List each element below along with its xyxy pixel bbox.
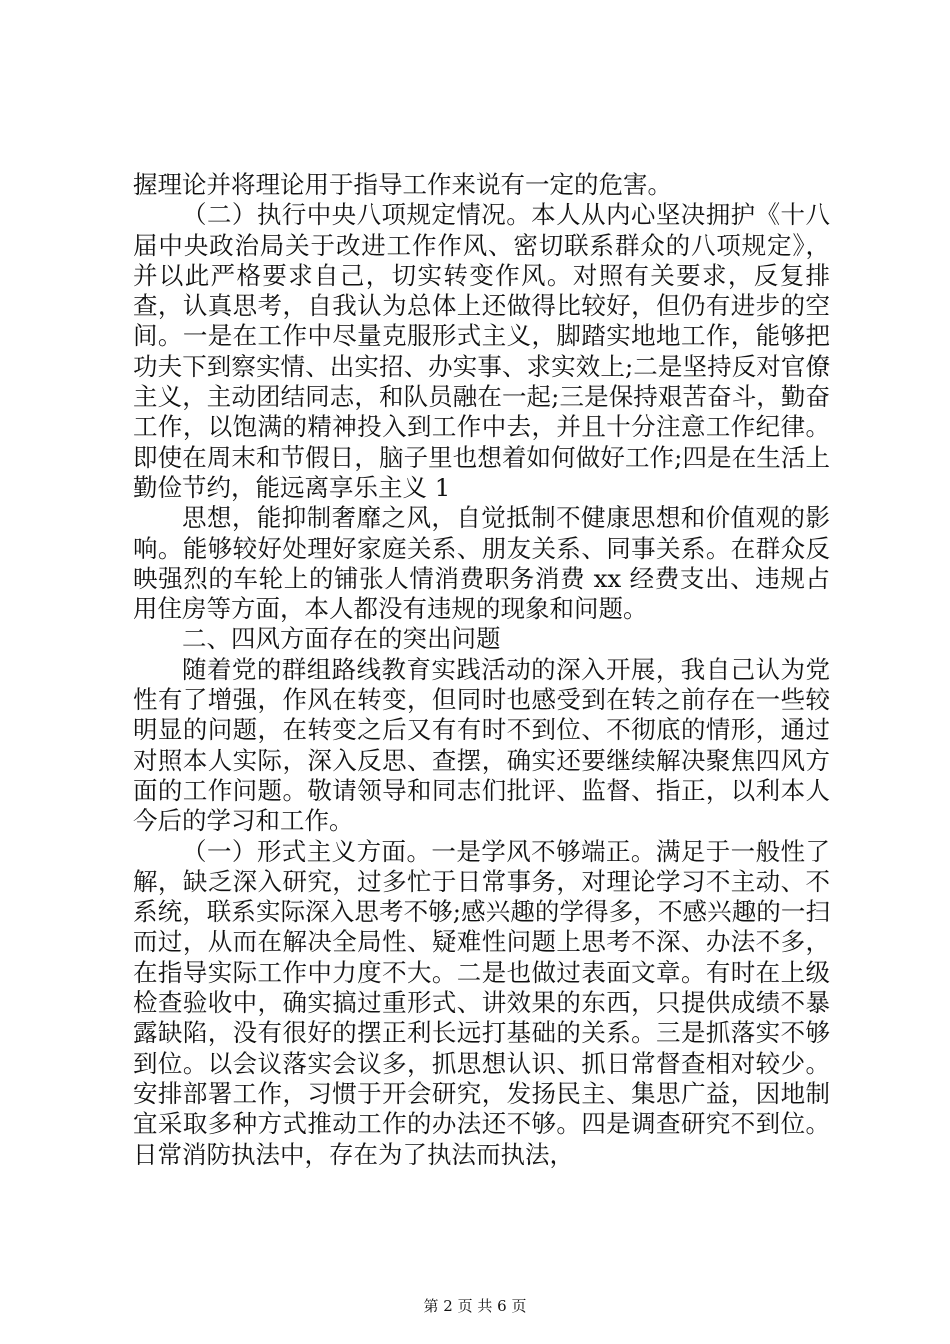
paragraph-eight-rules: （二）执行中央八项规定情况。本人从内心坚决拥护《十八届中央政治局关于改进工作作风、密切联系群众的八项规定》，并以此严格要求自己，切实转变作风。对照有关要求，反复排查，认真思考，自我认为总体上还做得比较好，但仍有进步的空间。一是在工作中尽量克服形式主义，脚踏实地地工作，能够把功夫下到察实情、出实招、办实事、求实效上;二是坚持反对官僚主义，主动团结同志，和队员融在一起;三是保持艰苦奋斗，勤奋工作，以饱满的精神投入到工作中去，并且十分注意工作纪律。即使在周末和节假日，脑子里也想着如何做好工作;四是在生活上勤俭节约，能远离享乐主义 1 xyxy=(133,200,830,502)
paragraph-continuation: 握理论并将理论用于指导工作来说有一定的危害。 xyxy=(133,170,672,199)
paragraph-four-styles-intro: 随着党的群组路线教育实践活动的深入开展，我自己认为党性有了增强，作风在转变，但同时也感受到在转之前存在一些较明显的问题，在转变之后又有有时不到位、不彻底的情形，通过对照本人实际，深入反思、查摆，确实还要继续解决聚焦四风方面的工作问题。敬请领导和同志们批评、监督、指正，以利本人今后的学习和工作。 xyxy=(133,654,830,836)
section-heading-four-styles: 二、四风方面存在的突出问题 xyxy=(182,624,501,654)
paragraph-formalism: （一）形式主义方面。一是学风不够端正。满足于一般性了解，缺乏深入研究，过多忙于日常事务，对理论学习不主动、不系统，联系实际深入思考不够;感兴趣的学得多，不感兴趣的一扫而过，从而在解决全局性、疑难性问题上思考不深、办法不多，在指导实际工作中力度不大。二是也做过表面文章。有时在上级检查验收中，确实搞过重形式、讲效果的东西，只提供成绩不暴露缺陷，没有很好的摆正利长远打基础的关系。三是抓落实不够到位。以会议落实会议多，抓思想认识、抓日常督查相对较少。安排部署工作，习惯于开会研究，发扬民主、集思广益，因地制宜采取多种方式推动工作的办法还不够。四是调查研究不到位。日常消防执法中，存在为了执法而执法， xyxy=(133,836,830,1169)
document-body xyxy=(133,170,830,1170)
paragraph-eight-rules-continued: 思想，能抑制奢靡之风，自觉抵制不健康思想和价值观的影响。能够较好处理好家庭关系、朋友关系、同事关系。在群众反映强烈的车轮上的铺张人情消费职务消费 xx 经费支出、违规占用住房等方面，本人都没有违规的现象和问题。 xyxy=(133,503,830,624)
page-footer: 第 2 页 共 6 页 xyxy=(423,1297,527,1315)
